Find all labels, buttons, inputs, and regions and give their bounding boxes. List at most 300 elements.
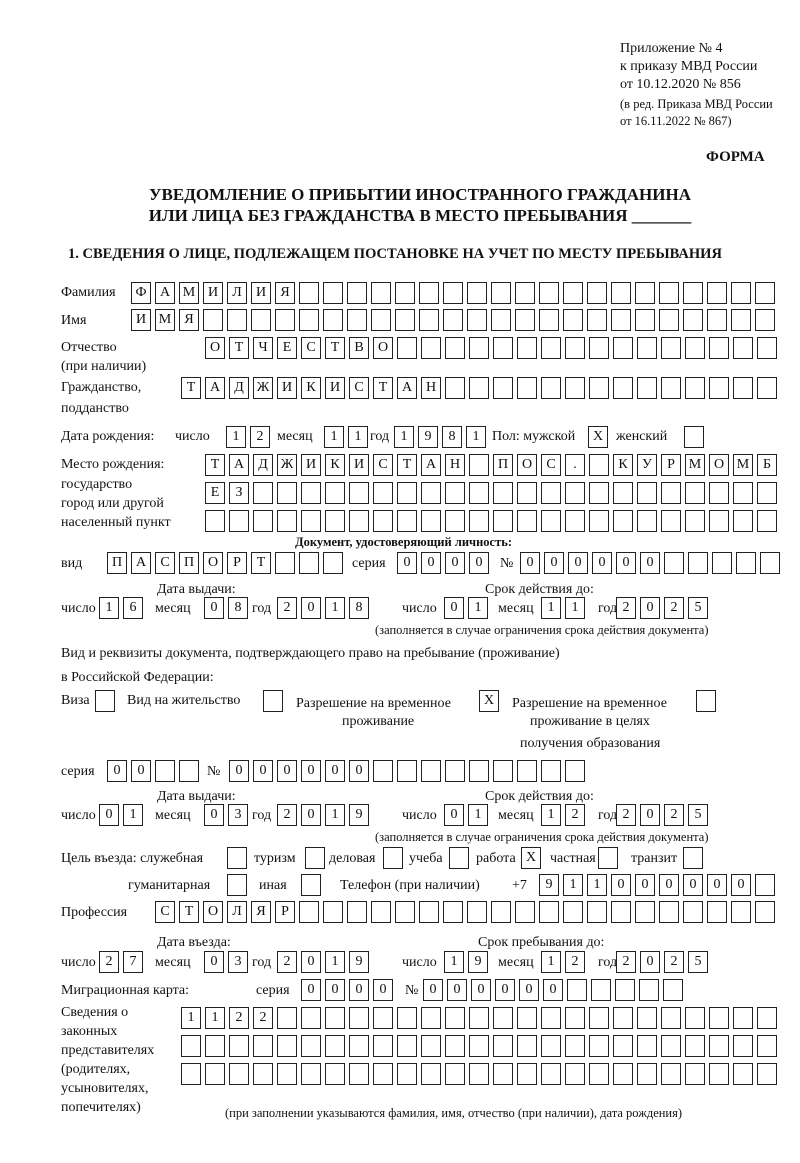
char-cell[interactable]	[493, 337, 513, 359]
char-cell[interactable]: 1	[205, 1007, 225, 1029]
char-cell[interactable]: 1	[99, 597, 119, 619]
char-cell[interactable]	[491, 282, 511, 304]
char-cell[interactable]	[469, 1035, 489, 1057]
char-cell[interactable]	[491, 901, 511, 923]
char-cell[interactable]: 0	[447, 979, 467, 1001]
char-cell[interactable]	[757, 377, 777, 399]
char-cell[interactable]	[517, 1063, 537, 1085]
checkbox-cell[interactable]	[227, 874, 247, 896]
char-cell[interactable]: 0	[325, 979, 345, 1001]
char-cell[interactable]	[371, 282, 391, 304]
char-cell[interactable]	[683, 901, 703, 923]
char-cell[interactable]	[323, 309, 343, 331]
char-cell[interactable]: Я	[251, 901, 271, 923]
char-cell[interactable]	[707, 282, 727, 304]
char-cell[interactable]: С	[155, 552, 175, 574]
char-cell[interactable]	[635, 901, 655, 923]
char-cell[interactable]	[275, 552, 295, 574]
char-cell[interactable]: М	[179, 282, 199, 304]
char-cell[interactable]: 8	[349, 597, 369, 619]
char-cell[interactable]	[493, 1063, 513, 1085]
char-cell[interactable]	[731, 282, 751, 304]
char-cell[interactable]: 0	[301, 760, 321, 782]
char-cell[interactable]	[659, 282, 679, 304]
char-cell[interactable]	[659, 309, 679, 331]
char-cell[interactable]: Я	[275, 282, 295, 304]
char-cell[interactable]	[517, 1035, 537, 1057]
char-cell[interactable]: 2	[565, 804, 585, 826]
checkbox-cell[interactable]	[696, 690, 716, 712]
char-cell[interactable]: 0	[277, 760, 297, 782]
char-cell[interactable]	[253, 1063, 273, 1085]
char-cell[interactable]	[397, 510, 417, 532]
char-cell[interactable]: 2	[277, 951, 297, 973]
char-cell[interactable]	[395, 901, 415, 923]
char-cell[interactable]	[639, 979, 659, 1001]
char-cell[interactable]	[661, 1063, 681, 1085]
char-cell[interactable]	[637, 1035, 657, 1057]
char-cell[interactable]	[712, 552, 732, 574]
char-cell[interactable]: 5	[688, 804, 708, 826]
char-cell[interactable]	[179, 760, 199, 782]
char-cell[interactable]	[421, 1063, 441, 1085]
char-cell[interactable]: К	[325, 454, 345, 476]
char-cell[interactable]	[395, 282, 415, 304]
char-cell[interactable]	[637, 510, 657, 532]
char-cell[interactable]	[565, 510, 585, 532]
char-cell[interactable]: 0	[471, 979, 491, 1001]
char-cell[interactable]	[325, 1063, 345, 1085]
char-cell[interactable]	[301, 1063, 321, 1085]
char-cell[interactable]: 1	[123, 804, 143, 826]
checkbox-cell[interactable]	[449, 847, 469, 869]
checkbox-cell[interactable]	[227, 847, 247, 869]
char-cell[interactable]: Т	[397, 454, 417, 476]
char-cell[interactable]: И	[131, 309, 151, 331]
char-cell[interactable]	[637, 337, 657, 359]
char-cell[interactable]	[229, 1063, 249, 1085]
char-cell[interactable]	[373, 760, 393, 782]
char-cell[interactable]: А	[397, 377, 417, 399]
char-cell[interactable]: 0	[568, 552, 588, 574]
char-cell[interactable]: 0	[544, 552, 564, 574]
char-cell[interactable]	[731, 309, 751, 331]
char-cell[interactable]	[349, 510, 369, 532]
char-cell[interactable]: 2	[664, 951, 684, 973]
char-cell[interactable]: 9	[418, 426, 438, 448]
char-cell[interactable]	[443, 901, 463, 923]
char-cell[interactable]	[517, 510, 537, 532]
char-cell[interactable]	[635, 309, 655, 331]
char-cell[interactable]: З	[229, 482, 249, 504]
char-cell[interactable]	[757, 1063, 777, 1085]
char-cell[interactable]	[469, 337, 489, 359]
char-cell[interactable]: П	[107, 552, 127, 574]
char-cell[interactable]	[491, 309, 511, 331]
char-cell[interactable]	[443, 282, 463, 304]
char-cell[interactable]	[589, 454, 609, 476]
char-cell[interactable]	[685, 1063, 705, 1085]
char-cell[interactable]	[760, 552, 780, 574]
char-cell[interactable]	[541, 377, 561, 399]
char-cell[interactable]: 2	[664, 804, 684, 826]
char-cell[interactable]	[227, 309, 247, 331]
char-cell[interactable]: О	[373, 337, 393, 359]
char-cell[interactable]: Ч	[253, 337, 273, 359]
char-cell[interactable]	[587, 309, 607, 331]
char-cell[interactable]	[347, 309, 367, 331]
char-cell[interactable]: Т	[373, 377, 393, 399]
char-cell[interactable]	[277, 482, 297, 504]
char-cell[interactable]	[541, 510, 561, 532]
char-cell[interactable]: 2	[664, 597, 684, 619]
char-cell[interactable]	[733, 510, 753, 532]
char-cell[interactable]: 0	[444, 597, 464, 619]
char-cell[interactable]	[591, 979, 611, 1001]
char-cell[interactable]	[637, 1063, 657, 1085]
char-cell[interactable]	[707, 309, 727, 331]
char-cell[interactable]: 2	[616, 951, 636, 973]
char-cell[interactable]: 0	[421, 552, 441, 574]
char-cell[interactable]	[589, 510, 609, 532]
char-cell[interactable]	[277, 1035, 297, 1057]
checkbox-cell[interactable]	[301, 874, 321, 896]
char-cell[interactable]	[685, 1007, 705, 1029]
char-cell[interactable]: 1	[541, 951, 561, 973]
char-cell[interactable]	[563, 282, 583, 304]
char-cell[interactable]: 0	[301, 951, 321, 973]
char-cell[interactable]	[469, 454, 489, 476]
char-cell[interactable]	[323, 552, 343, 574]
char-cell[interactable]	[709, 1007, 729, 1029]
char-cell[interactable]: 2	[253, 1007, 273, 1029]
char-cell[interactable]	[663, 979, 683, 1001]
checkbox-cell[interactable]: X	[521, 847, 541, 869]
char-cell[interactable]	[589, 1007, 609, 1029]
char-cell[interactable]	[277, 510, 297, 532]
char-cell[interactable]: 0	[349, 979, 369, 1001]
char-cell[interactable]	[565, 377, 585, 399]
char-cell[interactable]: С	[541, 454, 561, 476]
char-cell[interactable]: 3	[228, 951, 248, 973]
char-cell[interactable]	[541, 760, 561, 782]
char-cell[interactable]	[517, 337, 537, 359]
char-cell[interactable]	[733, 1063, 753, 1085]
char-cell[interactable]	[419, 309, 439, 331]
char-cell[interactable]	[733, 337, 753, 359]
char-cell[interactable]: И	[251, 282, 271, 304]
char-cell[interactable]	[736, 552, 756, 574]
char-cell[interactable]: 0	[640, 552, 660, 574]
char-cell[interactable]: Р	[275, 901, 295, 923]
char-cell[interactable]: Т	[179, 901, 199, 923]
char-cell[interactable]	[733, 1035, 753, 1057]
char-cell[interactable]	[467, 309, 487, 331]
checkbox-cell[interactable]: X	[479, 690, 499, 712]
char-cell[interactable]	[709, 1035, 729, 1057]
char-cell[interactable]: Т	[205, 454, 225, 476]
char-cell[interactable]	[517, 1007, 537, 1029]
char-cell[interactable]: 1	[181, 1007, 201, 1029]
char-cell[interactable]	[325, 482, 345, 504]
char-cell[interactable]	[301, 482, 321, 504]
char-cell[interactable]: 0	[204, 951, 224, 973]
char-cell[interactable]	[469, 1063, 489, 1085]
char-cell[interactable]	[685, 377, 705, 399]
char-cell[interactable]: 5	[688, 597, 708, 619]
char-cell[interactable]: 3	[228, 804, 248, 826]
char-cell[interactable]: 0	[731, 874, 751, 896]
char-cell[interactable]: О	[709, 454, 729, 476]
char-cell[interactable]	[373, 1035, 393, 1057]
char-cell[interactable]	[203, 309, 223, 331]
char-cell[interactable]: 0	[204, 597, 224, 619]
char-cell[interactable]	[371, 309, 391, 331]
char-cell[interactable]	[323, 282, 343, 304]
char-cell[interactable]	[181, 1035, 201, 1057]
char-cell[interactable]: 6	[123, 597, 143, 619]
char-cell[interactable]	[539, 901, 559, 923]
char-cell[interactable]	[757, 1035, 777, 1057]
char-cell[interactable]: О	[205, 337, 225, 359]
char-cell[interactable]	[709, 510, 729, 532]
char-cell[interactable]	[661, 1007, 681, 1029]
char-cell[interactable]	[421, 482, 441, 504]
char-cell[interactable]	[613, 1007, 633, 1029]
char-cell[interactable]: А	[131, 552, 151, 574]
char-cell[interactable]	[349, 1035, 369, 1057]
char-cell[interactable]	[541, 1063, 561, 1085]
char-cell[interactable]	[419, 282, 439, 304]
char-cell[interactable]	[445, 1063, 465, 1085]
checkbox-cell[interactable]	[305, 847, 325, 869]
char-cell[interactable]	[589, 1035, 609, 1057]
char-cell[interactable]: П	[179, 552, 199, 574]
char-cell[interactable]: Е	[205, 482, 225, 504]
char-cell[interactable]	[445, 1007, 465, 1029]
char-cell[interactable]	[733, 1007, 753, 1029]
char-cell[interactable]	[371, 901, 391, 923]
char-cell[interactable]: 0	[423, 979, 443, 1001]
char-cell[interactable]: Т	[325, 337, 345, 359]
char-cell[interactable]	[707, 901, 727, 923]
char-cell[interactable]	[493, 482, 513, 504]
char-cell[interactable]: Е	[277, 337, 297, 359]
char-cell[interactable]: 1	[226, 426, 246, 448]
char-cell[interactable]	[541, 1007, 561, 1029]
char-cell[interactable]	[299, 309, 319, 331]
char-cell[interactable]: 0	[397, 552, 417, 574]
char-cell[interactable]: 9	[539, 874, 559, 896]
char-cell[interactable]: 0	[640, 804, 660, 826]
char-cell[interactable]	[565, 1007, 585, 1029]
char-cell[interactable]	[515, 282, 535, 304]
char-cell[interactable]	[373, 482, 393, 504]
char-cell[interactable]	[493, 377, 513, 399]
char-cell[interactable]	[277, 1063, 297, 1085]
char-cell[interactable]	[635, 282, 655, 304]
char-cell[interactable]: 1	[466, 426, 486, 448]
char-cell[interactable]: С	[155, 901, 175, 923]
char-cell[interactable]: 9	[468, 951, 488, 973]
char-cell[interactable]: И	[203, 282, 223, 304]
char-cell[interactable]	[205, 1063, 225, 1085]
char-cell[interactable]	[565, 482, 585, 504]
char-cell[interactable]	[469, 482, 489, 504]
char-cell[interactable]	[613, 337, 633, 359]
char-cell[interactable]	[685, 1035, 705, 1057]
char-cell[interactable]	[397, 482, 417, 504]
char-cell[interactable]	[373, 510, 393, 532]
char-cell[interactable]	[709, 482, 729, 504]
char-cell[interactable]	[587, 282, 607, 304]
char-cell[interactable]	[755, 282, 775, 304]
char-cell[interactable]	[733, 377, 753, 399]
char-cell[interactable]: 1	[468, 804, 488, 826]
char-cell[interactable]: Л	[227, 282, 247, 304]
char-cell[interactable]	[661, 337, 681, 359]
char-cell[interactable]: Ф	[131, 282, 151, 304]
char-cell[interactable]: А	[229, 454, 249, 476]
char-cell[interactable]: 7	[123, 951, 143, 973]
char-cell[interactable]	[517, 482, 537, 504]
char-cell[interactable]	[611, 901, 631, 923]
char-cell[interactable]: И	[325, 377, 345, 399]
char-cell[interactable]: 0	[640, 951, 660, 973]
char-cell[interactable]	[541, 482, 561, 504]
char-cell[interactable]	[253, 482, 273, 504]
char-cell[interactable]: 1	[587, 874, 607, 896]
char-cell[interactable]: Ж	[277, 454, 297, 476]
char-cell[interactable]: Р	[661, 454, 681, 476]
char-cell[interactable]: 0	[543, 979, 563, 1001]
char-cell[interactable]	[565, 760, 585, 782]
char-cell[interactable]: Т	[251, 552, 271, 574]
char-cell[interactable]: 0	[519, 979, 539, 1001]
char-cell[interactable]	[755, 874, 775, 896]
char-cell[interactable]	[539, 282, 559, 304]
char-cell[interactable]	[685, 337, 705, 359]
char-cell[interactable]: В	[349, 337, 369, 359]
char-cell[interactable]: 1	[325, 597, 345, 619]
char-cell[interactable]: А	[155, 282, 175, 304]
char-cell[interactable]: 1	[394, 426, 414, 448]
checkbox-cell[interactable]: X	[588, 426, 608, 448]
char-cell[interactable]	[731, 901, 751, 923]
char-cell[interactable]: 1	[348, 426, 368, 448]
char-cell[interactable]: Д	[253, 454, 273, 476]
char-cell[interactable]	[299, 282, 319, 304]
char-cell[interactable]	[277, 1007, 297, 1029]
char-cell[interactable]	[467, 901, 487, 923]
char-cell[interactable]: 0	[707, 874, 727, 896]
char-cell[interactable]	[611, 309, 631, 331]
char-cell[interactable]	[181, 1063, 201, 1085]
char-cell[interactable]: 0	[683, 874, 703, 896]
char-cell[interactable]: 0	[635, 874, 655, 896]
char-cell[interactable]: 8	[228, 597, 248, 619]
char-cell[interactable]: 9	[349, 804, 369, 826]
char-cell[interactable]: 0	[592, 552, 612, 574]
char-cell[interactable]	[299, 552, 319, 574]
char-cell[interactable]: 0	[616, 552, 636, 574]
char-cell[interactable]	[445, 377, 465, 399]
char-cell[interactable]	[421, 1007, 441, 1029]
char-cell[interactable]	[493, 1007, 513, 1029]
char-cell[interactable]	[661, 1035, 681, 1057]
char-cell[interactable]: 1	[565, 597, 585, 619]
char-cell[interactable]	[397, 1035, 417, 1057]
char-cell[interactable]: 0	[520, 552, 540, 574]
char-cell[interactable]: А	[205, 377, 225, 399]
char-cell[interactable]	[685, 510, 705, 532]
char-cell[interactable]	[563, 901, 583, 923]
char-cell[interactable]	[323, 901, 343, 923]
char-cell[interactable]	[589, 1063, 609, 1085]
char-cell[interactable]	[493, 1035, 513, 1057]
char-cell[interactable]: М	[155, 309, 175, 331]
char-cell[interactable]: 2	[250, 426, 270, 448]
char-cell[interactable]: У	[637, 454, 657, 476]
char-cell[interactable]	[347, 282, 367, 304]
char-cell[interactable]	[515, 901, 535, 923]
char-cell[interactable]	[709, 1063, 729, 1085]
char-cell[interactable]	[301, 1007, 321, 1029]
char-cell[interactable]: 2	[616, 597, 636, 619]
char-cell[interactable]: 0	[301, 597, 321, 619]
char-cell[interactable]: 0	[253, 760, 273, 782]
char-cell[interactable]: 0	[229, 760, 249, 782]
char-cell[interactable]	[517, 760, 537, 782]
char-cell[interactable]: 2	[99, 951, 119, 973]
char-cell[interactable]	[325, 510, 345, 532]
char-cell[interactable]: 0	[611, 874, 631, 896]
char-cell[interactable]: П	[493, 454, 513, 476]
char-cell[interactable]	[421, 337, 441, 359]
char-cell[interactable]: Р	[227, 552, 247, 574]
char-cell[interactable]: 0	[373, 979, 393, 1001]
char-cell[interactable]	[325, 1035, 345, 1057]
char-cell[interactable]	[685, 482, 705, 504]
char-cell[interactable]	[493, 760, 513, 782]
checkbox-cell[interactable]	[263, 690, 283, 712]
char-cell[interactable]	[445, 510, 465, 532]
char-cell[interactable]: 0	[204, 804, 224, 826]
char-cell[interactable]	[253, 1035, 273, 1057]
checkbox-cell[interactable]	[684, 426, 704, 448]
char-cell[interactable]	[445, 482, 465, 504]
char-cell[interactable]: Л	[227, 901, 247, 923]
char-cell[interactable]	[755, 309, 775, 331]
char-cell[interactable]: М	[685, 454, 705, 476]
char-cell[interactable]: Д	[229, 377, 249, 399]
char-cell[interactable]	[421, 760, 441, 782]
char-cell[interactable]	[565, 1063, 585, 1085]
char-cell[interactable]: А	[421, 454, 441, 476]
char-cell[interactable]: О	[203, 552, 223, 574]
char-cell[interactable]	[613, 377, 633, 399]
char-cell[interactable]	[275, 309, 295, 331]
char-cell[interactable]: Я	[179, 309, 199, 331]
char-cell[interactable]: 2	[616, 804, 636, 826]
char-cell[interactable]	[757, 482, 777, 504]
char-cell[interactable]	[373, 1007, 393, 1029]
char-cell[interactable]: 2	[277, 804, 297, 826]
char-cell[interactable]	[613, 1035, 633, 1057]
char-cell[interactable]	[445, 337, 465, 359]
char-cell[interactable]	[229, 1035, 249, 1057]
char-cell[interactable]: 1	[324, 426, 344, 448]
